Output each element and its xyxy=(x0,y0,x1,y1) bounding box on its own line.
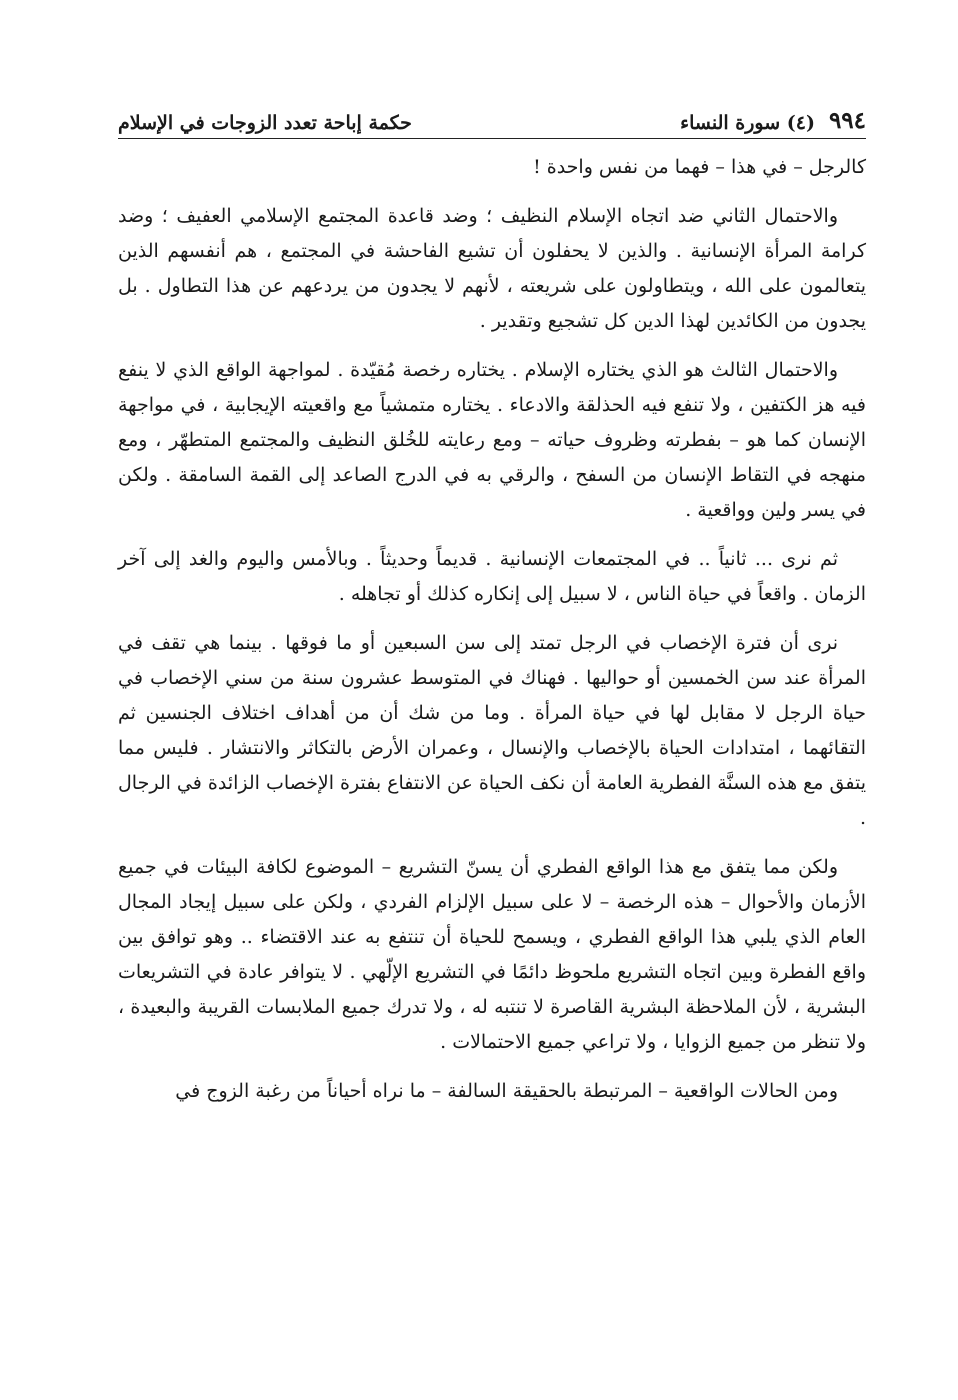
paragraph: كالرجل – في هذا – فهما من نفس واحدة ! xyxy=(533,156,866,178)
paragraph: ولكن مما يتفق مع هذا الواقع الفطري أن يسنّ التشريع – الموضوع لكافة البيئات في جميع الأزمان والأحوال – هذه الرخصة – لا على سبيل الإلزام الفردي ، ولكن على سبيل إيجاد المجال العام الذي يلبي هذا الواقع الفطري ، ويسمح للحياة أن تنتفع به عند الاقتضاء .. وهو توافق بين واقع الفطرة وبين اتجاه التشريع ملحوظ دائمًا في التشريع الإلّهي . لا يتوافر عادة في التشريعات البشرية ، لأن الملاحظة البشرية القاصرة لا تنتبه له ، ولا تدرك جميع الملابسات القريبة والبعيدة ، ولا تنظر من جميع الزوايا ، ولا تراعي جميع الاحتمالات . xyxy=(118,856,866,1053)
paragraph: والاحتمال الثالث هو الذي يختاره الإسلام . يختاره رخصة مُقيّدة . لمواجهة الواقع الذي لا ينفع فيه هز الكتفين ، ولا تنفع فيه الحذلقة والادعاء . يختاره متمشياً مع واقعيته الإيجابية ، في مواجهة الإنسان كما هو – بفطرته وظروف حياته – ومع رعايته للخُلق النظيف والمجتمع المتطهّر ، ومع منهجه في التقاط الإنسان من السفح ، والرقي به في الدرج الصاعد إلى القمة السامقة . ولكن في يسر ولين وواقعية . xyxy=(118,359,866,521)
paragraph: ثم نرى ... ثانياً .. في المجتمعات الإنسانية . قديماً وحديثاً . وبالأمس واليوم والغد إلى آخر الزمان . واقعاً في حياة الناس ، لا سبيل إلى إنكاره كذلك أو تجاهله . xyxy=(118,548,866,605)
page-number: ٩٩٤ xyxy=(828,107,866,134)
body-text xyxy=(118,150,866,1123)
paragraph: والاحتمال الثاني ضد اتجاه الإسلام النظيف ؛ وضد قاعدة المجتمع الإسلامي العفيف ؛ وضد كرامة المرأة الإنسانية . والذين لا يحفلون أن تشيع الفاحشة في المجتمع ، هم أنفسهم الذين يتعالمون على الله ، ويتطاولون على شريعته ، لأنهم لا يجدون من يردعهم عن هذا التطاول . بل يجدون من الكائدين لهذا الدين كل تشجيع وتقدير . xyxy=(118,205,866,332)
section-title: حكمة إباحة تعدد الزوجات في الإسلام xyxy=(118,112,412,134)
header-right-group xyxy=(680,107,866,134)
paragraph: ومن الحالات الواقعية – المرتبطة بالحقيقة السالفة – ما نراه أحياناً من رغبة الزوج في xyxy=(175,1080,838,1102)
surah-label: (٤) سورة النساء xyxy=(680,112,815,134)
header-divider xyxy=(118,138,866,139)
paragraph: نرى أن فترة الإخصاب في الرجل تمتد إلى سن السبعين أو ما فوقها . بينما هي تقف في المرأة عند سن الخمسين أو حواليها . فهناك في المتوسط عشرون سنة من سني الإخصاب في حياة الرجل لا مقابل لها في حياة المرأة . وما من شك أن من أهداف اختلاف الجنسين ثم التقائهما ، امتدادات الحياة بالإخصاب والإنسال ، وعمران الأرض بالتكاثر والانتشار . فليس مما يتفق مع هذه السنَّة الفطرية العامة أن نكف الحياة عن الانتفاع بفترة الإخصاب الزائدة في الرجال . xyxy=(118,632,866,829)
running-header xyxy=(118,92,866,134)
